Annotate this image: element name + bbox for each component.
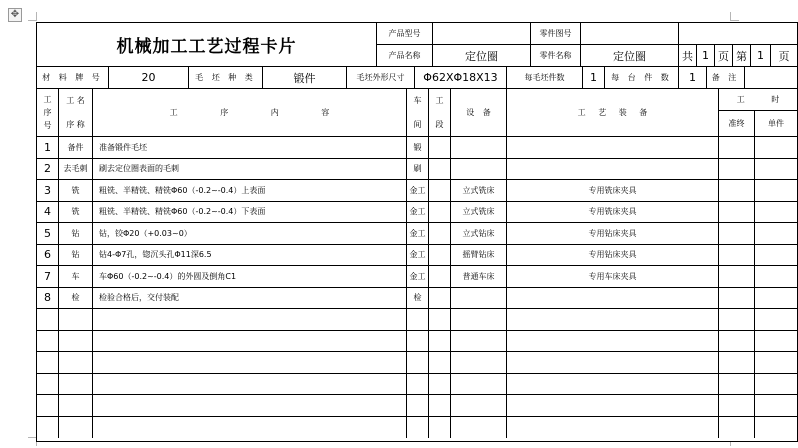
op-prep-time-cell[interactable] — [719, 245, 755, 267]
product-name-label: 产品名称 — [377, 45, 433, 67]
op-number-cell[interactable]: 5 — [37, 223, 59, 245]
op-name-line-1: 工 名 — [66, 96, 85, 106]
op-name-cell[interactable]: 检 — [59, 288, 93, 310]
col-header-hours: 工 时 — [719, 89, 797, 111]
op-prep-time-cell[interactable] — [719, 202, 755, 224]
op-section-cell[interactable] — [429, 137, 451, 159]
op-tooling-cell[interactable]: 专用铣床夹具 — [507, 202, 719, 224]
op-tooling-cell[interactable] — [507, 417, 719, 439]
product-model-value[interactable] — [433, 23, 531, 45]
op-tooling-cell[interactable] — [507, 288, 719, 310]
op-section-cell[interactable] — [429, 245, 451, 267]
table-move-handle[interactable]: ✥ — [8, 8, 22, 22]
op-unit-time-cell[interactable] — [755, 395, 797, 417]
col-header-content: 工 序 内 容 — [93, 89, 407, 137]
process-card-table — [36, 22, 798, 442]
workshop-char-2: 间 — [413, 119, 422, 129]
op-section-cell[interactable] — [429, 180, 451, 202]
op-content-cell[interactable] — [93, 417, 407, 439]
op-unit-time-cell[interactable] — [755, 202, 797, 224]
op-name-cell[interactable]: 铣 — [59, 180, 93, 202]
op-workshop-cell[interactable]: 金工 — [407, 245, 429, 267]
op-content-cell[interactable]: 粗铣、半精铣、精铣Φ60（-0.2~-0.4）上表面 — [93, 180, 407, 202]
op-section-cell[interactable] — [429, 202, 451, 224]
op-workshop-cell[interactable]: 锻 — [407, 137, 429, 159]
total-pages-value[interactable]: 1 — [697, 45, 715, 67]
product-name-value[interactable]: 定位圈 — [433, 45, 531, 67]
op-section-cell[interactable] — [429, 417, 451, 439]
op-name-cell[interactable] — [59, 395, 93, 417]
op-content-cell[interactable]: 粗铣、半精铣、精铣Φ60（-0.2~-0.4）下表面 — [93, 202, 407, 224]
op-equipment-cell[interactable] — [451, 309, 507, 331]
op-name-cell[interactable] — [59, 331, 93, 353]
col-header-equipment: 设 备 — [451, 89, 507, 137]
op-equipment-cell[interactable] — [451, 374, 507, 396]
blanks-per-label: 每毛坯件数 — [507, 67, 583, 89]
col-header-prep: 准终 — [719, 111, 755, 137]
op-equipment-cell[interactable] — [451, 352, 507, 374]
op-name-cell[interactable] — [59, 417, 93, 439]
op-prep-time-cell[interactable] — [719, 309, 755, 331]
op-number-cell[interactable] — [37, 374, 59, 396]
material-no-value[interactable]: 20 — [109, 67, 189, 89]
op-number-cell[interactable]: 6 — [37, 245, 59, 267]
op-workshop-cell[interactable]: 刷 — [407, 159, 429, 181]
col-header-tooling: 工 艺 装 备 — [507, 89, 719, 137]
op-unit-time-cell[interactable] — [755, 374, 797, 396]
op-section-cell[interactable] — [429, 266, 451, 288]
op-section-cell[interactable] — [429, 288, 451, 310]
op-unit-time-cell[interactable] — [755, 352, 797, 374]
blank-type-label: 毛 坯 种 类 — [189, 67, 263, 89]
op-unit-time-cell[interactable] — [755, 159, 797, 181]
op-workshop-cell[interactable]: 检 — [407, 288, 429, 310]
op-content-cell[interactable] — [93, 352, 407, 374]
op-number-cell[interactable]: 7 — [37, 266, 59, 288]
op-section-cell[interactable] — [429, 309, 451, 331]
op-name-cell[interactable] — [59, 309, 93, 331]
op-equipment-cell[interactable]: 立式铣床 — [451, 202, 507, 224]
op-workshop-cell[interactable] — [407, 331, 429, 353]
section-char-2: 段 — [435, 119, 444, 129]
op-section-cell[interactable] — [429, 395, 451, 417]
col-header-section — [429, 89, 451, 137]
op-equipment-cell[interactable] — [451, 137, 507, 159]
remark-label: 备 注 — [707, 67, 745, 89]
op-equipment-cell[interactable] — [451, 331, 507, 353]
op-content-cell[interactable]: 钻，铰Φ20（+0.03~0） — [93, 223, 407, 245]
op-content-cell[interactable]: 钻4-Φ7孔，锪沉头孔Φ11深6.5 — [93, 245, 407, 267]
op-equipment-cell[interactable]: 立式钻床 — [451, 223, 507, 245]
op-name-cell[interactable] — [59, 374, 93, 396]
op-workshop-cell[interactable]: 金工 — [407, 180, 429, 202]
op-content-cell[interactable]: 车Φ60（-0.2~-0.4）的外圆及倒角C1 — [93, 266, 407, 288]
op-equipment-cell[interactable] — [451, 395, 507, 417]
col-header-unit: 单件 — [755, 111, 797, 137]
op-prep-time-cell[interactable] — [719, 288, 755, 310]
op-name-cell[interactable]: 铣 — [59, 202, 93, 224]
op-no-char-3: 号 — [43, 121, 52, 130]
op-equipment-cell[interactable] — [451, 159, 507, 181]
op-content-cell[interactable]: 刷去定位圈表面的毛刺 — [93, 159, 407, 181]
per-unit-value[interactable]: 1 — [679, 67, 707, 89]
op-content-cell[interactable] — [93, 309, 407, 331]
op-tooling-cell[interactable]: 专用钻床夹具 — [507, 245, 719, 267]
op-unit-time-cell[interactable] — [755, 266, 797, 288]
op-name-cell[interactable]: 钻 — [59, 245, 93, 267]
op-number-cell[interactable]: 2 — [37, 159, 59, 181]
op-unit-time-cell[interactable] — [755, 245, 797, 267]
op-prep-time-cell[interactable] — [719, 159, 755, 181]
op-tooling-cell[interactable] — [507, 352, 719, 374]
op-equipment-cell[interactable] — [451, 417, 507, 439]
op-content-cell[interactable]: 检验合格后，交付装配 — [93, 288, 407, 310]
op-prep-time-cell[interactable] — [719, 395, 755, 417]
op-prep-time-cell[interactable] — [719, 180, 755, 202]
op-name-cell[interactable]: 备件 — [59, 137, 93, 159]
section-char-1: 工 — [435, 96, 444, 106]
op-tooling-cell[interactable] — [507, 137, 719, 159]
op-tooling-cell[interactable] — [507, 309, 719, 331]
op-unit-time-cell[interactable] — [755, 417, 797, 439]
op-workshop-cell[interactable]: 金工 — [407, 223, 429, 245]
op-content-cell[interactable] — [93, 374, 407, 396]
col-header-workshop — [407, 89, 429, 137]
op-prep-time-cell[interactable] — [719, 266, 755, 288]
header-blank-cell — [679, 23, 797, 45]
part-drawing-value[interactable] — [581, 23, 679, 45]
op-workshop-cell[interactable] — [407, 374, 429, 396]
part-drawing-label: 零件图号 — [531, 23, 581, 45]
op-workshop-cell[interactable] — [407, 417, 429, 439]
op-number-cell[interactable] — [37, 395, 59, 417]
op-tooling-cell[interactable] — [507, 374, 719, 396]
op-number-cell[interactable]: 4 — [37, 202, 59, 224]
op-workshop-cell[interactable] — [407, 309, 429, 331]
blank-type-value[interactable]: 锻件 — [263, 67, 347, 89]
page-label: 页 — [715, 45, 733, 67]
op-unit-time-cell[interactable] — [755, 288, 797, 310]
op-prep-time-cell[interactable] — [719, 352, 755, 374]
op-number-cell[interactable] — [37, 352, 59, 374]
op-tooling-cell[interactable]: 专用车床夹具 — [507, 266, 719, 288]
op-prep-time-cell[interactable] — [719, 374, 755, 396]
product-model-label: 产品型号 — [377, 23, 433, 45]
op-tooling-cell[interactable] — [507, 159, 719, 181]
op-workshop-cell[interactable] — [407, 352, 429, 374]
op-number-cell[interactable]: 3 — [37, 180, 59, 202]
col-header-op-name — [59, 89, 93, 137]
current-label: 第 — [733, 45, 751, 67]
op-section-cell[interactable] — [429, 374, 451, 396]
op-prep-time-cell[interactable] — [719, 223, 755, 245]
op-workshop-cell[interactable]: 金工 — [407, 202, 429, 224]
remark-value[interactable] — [745, 67, 797, 89]
op-workshop-cell[interactable]: 金工 — [407, 266, 429, 288]
op-tooling-cell[interactable] — [507, 331, 719, 353]
op-unit-time-cell[interactable] — [755, 223, 797, 245]
op-section-cell[interactable] — [429, 223, 451, 245]
op-equipment-cell[interactable]: 立式铣床 — [451, 180, 507, 202]
per-unit-label: 每 台 件 数 — [605, 67, 679, 89]
op-equipment-cell[interactable] — [451, 288, 507, 310]
op-tooling-cell[interactable] — [507, 395, 719, 417]
part-name-value[interactable]: 定位圈 — [581, 45, 679, 67]
material-no-label: 材 料 牌 号 — [37, 67, 109, 89]
op-number-cell[interactable]: 8 — [37, 288, 59, 310]
part-name-label: 零件名称 — [531, 45, 581, 67]
op-unit-time-cell[interactable] — [755, 137, 797, 159]
page-label-2: 页 — [771, 45, 797, 67]
op-prep-time-cell[interactable] — [719, 331, 755, 353]
op-no-char-1: 工 — [43, 95, 52, 104]
op-number-cell[interactable]: 1 — [37, 137, 59, 159]
op-section-cell[interactable] — [429, 331, 451, 353]
blanks-per-value[interactable]: 1 — [583, 67, 605, 89]
current-page-value[interactable]: 1 — [751, 45, 771, 67]
op-number-cell[interactable] — [37, 309, 59, 331]
op-name-cell[interactable] — [59, 352, 93, 374]
op-tooling-cell[interactable]: 专用钻床夹具 — [507, 223, 719, 245]
col-header-op-no — [37, 89, 59, 137]
op-name-cell[interactable]: 钻 — [59, 223, 93, 245]
op-name-cell[interactable]: 去毛刺 — [59, 159, 93, 181]
op-number-cell[interactable] — [37, 331, 59, 353]
op-unit-time-cell[interactable] — [755, 309, 797, 331]
workshop-char-1: 车 — [413, 96, 422, 106]
op-content-cell[interactable]: 准备锻件毛坯 — [93, 137, 407, 159]
total-label: 共 — [679, 45, 697, 67]
op-prep-time-cell[interactable] — [719, 417, 755, 439]
op-section-cell[interactable] — [429, 352, 451, 374]
margin-mark-top-left — [28, 12, 37, 21]
op-number-cell[interactable] — [37, 417, 59, 439]
op-content-cell[interactable] — [93, 331, 407, 353]
blank-size-value[interactable]: Φ62XΦ18X13 — [415, 67, 507, 89]
op-prep-time-cell[interactable] — [719, 137, 755, 159]
op-equipment-cell[interactable]: 摇臂钻床 — [451, 245, 507, 267]
op-name-line-2: 序 称 — [66, 119, 85, 129]
op-unit-time-cell[interactable] — [755, 180, 797, 202]
card-title: 机械加工工艺过程卡片 — [37, 23, 377, 67]
op-name-cell[interactable]: 车 — [59, 266, 93, 288]
op-no-char-2: 序 — [43, 108, 52, 117]
op-workshop-cell[interactable] — [407, 395, 429, 417]
op-unit-time-cell[interactable] — [755, 331, 797, 353]
op-tooling-cell[interactable]: 专用铣床夹具 — [507, 180, 719, 202]
margin-mark-top-right — [730, 12, 739, 21]
op-content-cell[interactable] — [93, 395, 407, 417]
op-equipment-cell[interactable]: 普通车床 — [451, 266, 507, 288]
blank-size-label: 毛坯外形尺寸 — [347, 67, 415, 89]
op-section-cell[interactable] — [429, 159, 451, 181]
